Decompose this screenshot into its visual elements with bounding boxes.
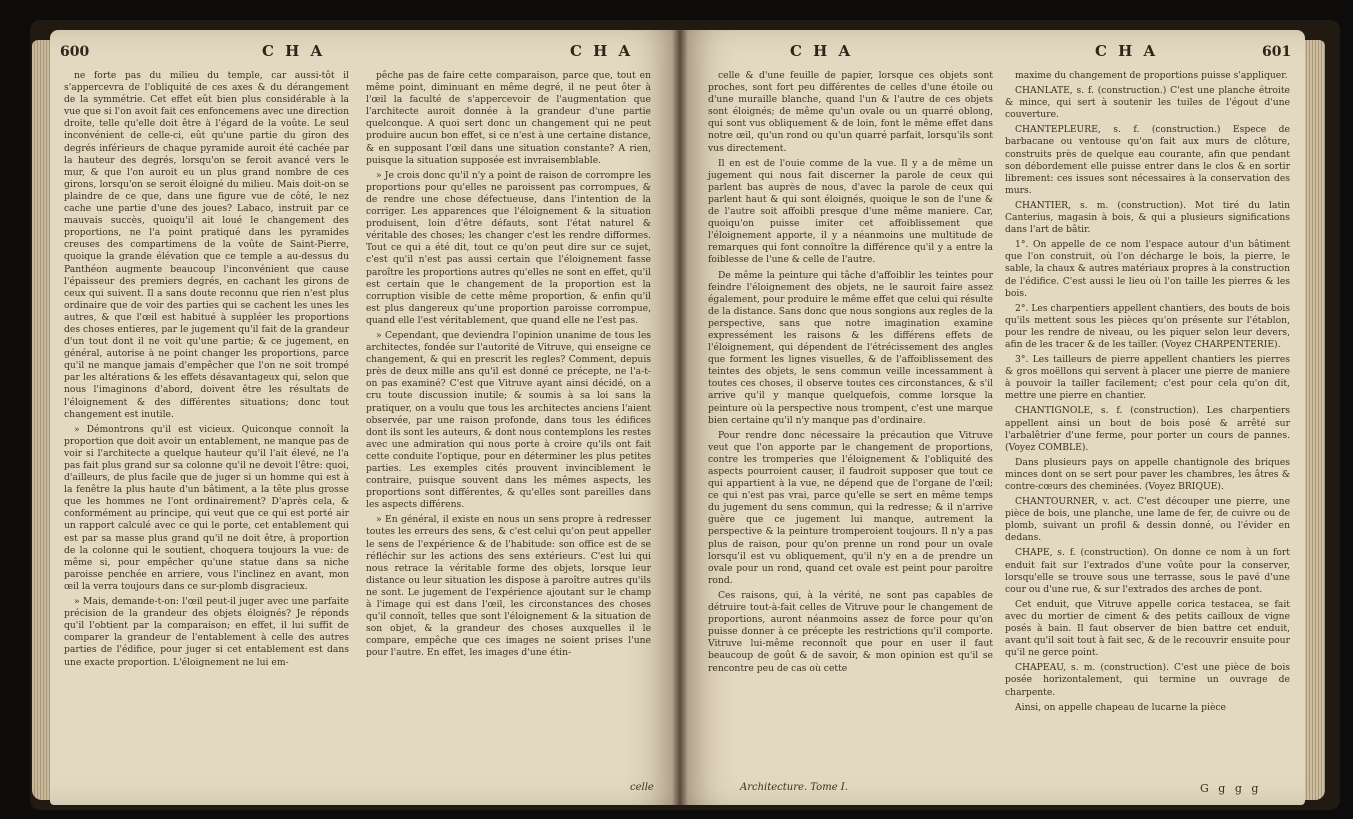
paragraph: celle & d'une feuille de papier, lorsque ces objets sont proches, sont fort peu différentes de celles d'une étoile ou d'une muraille blanche, quand l'un & l'autre de ces objets sont éloignés; de même qu'un ovale ou un quarré oblong, qui sont vus obliquement & de loin, font le même effet dans notre œil, qu'un rond ou qu'un quarré parfait, lorsqu'ils sont vus directement. <box>708 70 993 154</box>
book-gutter <box>672 30 688 805</box>
paragraph: De même la peinture qui tâche d'affoiblir les teintes pour feindre l'éloignement des objets, ne le sauroit faire assez également, pour produire le même effet que celui qui résulte de la distance. Sans donc que nous songions aux regles de la perspective, sans que notre imagination examine expressément les raisons & les différens effets de l'éloignement, qui dépendent de l'étrécissement des angles que forment les lignes visuelles, & de l'affoiblissement des teintes des objets, le sens commun veille incessamment à toutes ces choses, il observe toutes ces circonstances, & s'il arrive qu'il y manque quelquefois, comme lorsque la peinture où la perspective nous trompent, c'est une marque bien certaine qu'il n'y manque pas d'ordinaire. <box>708 269 993 426</box>
paragraph: Ainsi, on appelle chapeau de lucarne la pièce <box>1015 701 1226 713</box>
paragraph: CHANTIER, s. m. (construction). Mot tiré du latin Canterius, magasin à bois, & qui a plusieurs significations dans l'art de bâtir. <box>1005 199 1290 236</box>
paragraph: 3°. Les tailleurs de pierre appellent chantiers les pierres & gros moëllons qui servent à placer une pierre de maniere à pouvoir la tailler facilement; c'est pour cela qu'on dit, mettre une pierre en chantier. <box>1005 354 1290 402</box>
page-number: 601 <box>1262 44 1292 60</box>
paragraph: » Démontrons qu'il est vicieux. Quiconque connoît la proportion que doit avoir un entablement, ne manque pas de voir si l'architecte a quelque hauteur qu'il l'ait élevé, ne l'a pas fait plus grand sur sa colonne qu'il ne devoit l'être: quoi, d'ailleurs, de plus facile que de juger si un homme qui est à la fenêtre la plus haute d'un bâtiment, a la tête plus grosse que les hommes ne l'ont ordinairement? D'après cela, & conformément au principe, qui veut que ce qui est porté air un rapport calculé avec ce qui le porte, cet entablement qui est par sa masse plus grand qu'il ne doit être, à proportion de la colonne qui le soutient, choquera toujours la vue: de même si, pour empêcher qu'une statue dans sa niche paroisse penchée en arriere, vous l'inclinez en avant, mon œil la verra toujours dans ce sur-plomb disgracieux. <box>64 423 349 592</box>
text-column-2 <box>1005 70 1290 717</box>
paragraph: CHAPEAU, s. m. (construction). C'est une pièce de bois posée horizontalement, qui termine un ouvrage de charpente. <box>1005 662 1290 698</box>
paragraph: CHANTIGNOLE, s. f. (construction). Les charpentiers appellent ainsi un bout de bois posé & arrêté sur l'arbalêtrier d'une ferme, pour porter un cours de pannes. (Voyez COMBLE). <box>1005 405 1290 453</box>
page-number: 600 <box>60 44 90 60</box>
paragraph: pêche pas de faire cette comparaison, parce que, tout en même point, diminuant en même degré, il ne peut ôter à l'œil la faculté de s'appercevoir de l'augmentation que l'architecte auroit donnée à la grandeur d'une partie quelconque. A quoi sert donc un changement qui ne peut produire aucun bon effet, si ce n'est à une certaine distance, & en supposant l'œil dans une situation constante? A rien, puisque la situation supposée est invraisemblable. <box>366 70 651 166</box>
footer-title: Architecture. Tome I. <box>740 782 848 793</box>
left-page <box>50 30 680 805</box>
paragraph: Cet enduit, que Vitruve appelle corica testacea, se fait avec du mortier de ciment & des petits cailloux de vigne posés à bain. Il faut observer de bien battre cet enduit, avant qu'il soit tout à fait sec, & de le recouvrir ensuite pour qu'il ne gerce point. <box>1005 598 1290 659</box>
paragraph: CHANLATE, s. f. (construction.) C'est une planche étroite & mince, qui sert à soutenir les tuiles de l'égout d'une couverture. <box>1005 85 1290 121</box>
paragraph: Dans plusieurs pays on appelle chantignole des briques minces dont on se sert pour paver les chambres, les âtres & contre-cœurs des cheminées. (Voyez BRIQUE). <box>1005 456 1290 492</box>
paragraph: Ces raisons, qui, à la vérité, ne sont pas capables de détruire tout-à-fait celles de Vitruve pour le changement de proportions, auront néanmoins assez de force pour qu'on puisse donner à ce précepte les restrictions qu'il comporte. Vitruve lui-même reconnoît que pour en user il faut beaucoup de goût & de savoir, & mon opinion est qu'il se rencontre peu de cas où cette <box>708 589 993 674</box>
paragraph: ne forte pas du milieu du temple, car aussi-tôt il s'appercevra de l'obliquité de ces axes & du dérangement de la symmétrie. Cet effet eût bien plus considérable à la vue que si l'on avoit fait ces enfoncemens avec une direction droite, telle qu'elle doit être à l'égard de la voûte. Le seul inconvénient de celle-ci, eût qu'une partie du giron des degrés inférieurs de chaque pyramide auroit été cachée par la hauteur des degrés, lorsqu'on se feroit avancé vers le mur, & que l'on auroit eu un plus grand nombre de ces girons, lorsqu'on se seroit éloigné du milieu. Mais doit-on se plaindre de ce que, dans une figure vue de côté, le nez cache une partie d'une des joues? Labaco, instruit par ce mauvais succès, quoiqu'il ait loué le changement des proportions, ne l'a point pratiqué dans les pyramides creuses des compartimens de la voûte de Saint-Pierre, quoique la grande élévation que ce temple a au-dessus du Panthéon augmente beaucoup l'inconvénient que cause l'épaisseur des premiers degrés, en cachant les girons de ceux qui suivent. Il a sans doute reconnu que rien n'est plus ordinaire que de voir des parties qui se cachent les unes les autres, & que l'œil est habitué à suppléer les proportions des choses entieres, par le jugement qu'il fait de la grandeur d'un tout dont il ne voit qu'une partie; & ce jugement, en général, autorise à ne point changer les proportions, parce qu'il ne manque jamais d'empêcher que l'on ne soit trompé par les altérations & les effets désavantageux qui, selon que nous l'imaginons d'abord, doivent être les résultats de l'éloignement & des différentes situations; donc tout changement est inutile. <box>64 70 349 420</box>
running-header: C H A <box>790 42 854 60</box>
text-column-1 <box>708 70 993 678</box>
paragraph: 2°. Les charpentiers appellent chantiers, des bouts de bois qu'ils mettent sous les pièces qu'on présente sur l'établon, pour les rendre de niveau, ou les piquer selon leur devers, afin de les tracer & de les tailler. (Voyez CHARPENTERIE). <box>1005 302 1290 350</box>
paragraph: Pour rendre donc nécessaire la précaution que Vitruve veut que l'on apporte par le changement de proportions, contre les tromperies que l'éloignement & l'obliquité des aspects pourroient causer, il faudroit supposer que tout ce qui appartient à la vue, ne dépend que de l'organe de l'œil; ce qui n'est pas vrai, parce qu'elle se sert en même temps du jugement du sens commun, qui la redresse; & il n'arrive guère que ce jugement lui manque, autrement la perspective & la peinture tromperoient toujours. Il n'y a pas plus de raison, pour qu'on prenne un rond pour un ovale lorsqu'il est vu obliquement, qu'il n'y en a de prendre un ovale pour un rond, quand cet ovale est peint pour paroître rond. <box>708 429 993 586</box>
catchword: celle <box>630 782 654 793</box>
text-column-2 <box>366 70 651 663</box>
paragraph: » Cependant, que deviendra l'opinion unanime de tous les architectes, fondée sur l'autorité de Vitruve, qui enseigne ce changement, & qui en prescrit les regles? Comment, depuis près de deux mille ans qu'il est donné ce précepte, ne l'a-t-on pas examiné? C'est que Vitruve ayant ainsi décidé, on a cru toute discussion inutile; & soumis à sa loi sans la pratiquer, on a voulu que tous les architectes anciens l'aient observée, par une raison profonde, dans tous les édifices dont ils sont les auteurs, & dont nous contemplons les restes avec une admiration qui nous porte à croire qu'ils ont fait cette conduite l'optique, pour en déterminer les plus petites parties. Les exemples cités prouvent invinciblement le contraire, puisque souvent dans les mêmes aspects, les proportions sont différentes, & qu'elles sont pareilles dans les aspects différens. <box>366 329 651 511</box>
page-edges-right <box>1303 40 1325 800</box>
page-edges-left <box>32 40 52 800</box>
signature-mark: G g g g <box>1200 782 1262 795</box>
paragraph: CHAPE, s. f. (construction). On donne ce nom à un fort enduit fait sur l'extrados d'une voûte pour la conserver, lorsqu'elle se trouve sous une terrasse, sous le pavé d'une cour ou d'une rue, & sur l'extrados des arches de pont. <box>1005 547 1290 595</box>
paragraph: » Je crois donc qu'il n'y a point de raison de corrompre les proportions pour qu'elles ne paroissent pas corrompues, & de rendre une chose défectueuse, dans l'intention de la corriger. Les apparences que l'éloignement & la situation produisent, loin d'être défauts, sont l'état naturel & véritable des choses; les changer c'est les rendre difformes. Tout ce qui a été dit, tout ce qu'on peut dire sur ce sujet, c'est qu'il n'est pas aussi certain que l'éloignement fasse paroître les proportions autres qu'elles ne sont en effet, qu'il est certain que le changement de la proportion est la corruption visible de cette même proportion, & enfin qu'il est plus dangereux qu'une proportion paroisse corrompue, quand elle l'est véritablement, que quand elle ne l'est pas. <box>366 169 651 326</box>
paragraph: maxime du changement de proportions puisse s'appliquer. <box>1015 70 1288 81</box>
paragraph: » Mais, demande-t-on: l'œil peut-il juger avec une parfaite précision de la grandeur des objets éloignés? Je réponds qu'il l'obtient par la comparaison; en effet, il lui suffit de comparer la grandeur de l'entablement à celle des autres parties de l'édifice, pour juger si cet entablement est dans une exacte proportion. L'éloignement ne lui em- <box>64 596 349 668</box>
running-header: C H A <box>262 42 326 60</box>
running-header: C H A <box>570 42 634 60</box>
right-page <box>680 30 1305 805</box>
paragraph: CHANTEPLEURE, s. f. (construction.) Espece de barbacane ou ventouse qu'on fait aux murs de clôture, construits près de quelque eau courante, afin que pendant son débordement elle puisse entrer dans le clos & en sortir librement: ces issues sont nécessaires à la conservation des murs. <box>1005 124 1290 196</box>
paragraph: Il en est de l'ouie comme de la vue. Il y a de même un jugement qui nous fait discerner la parole de ceux qui parlent bas auprès de nous, d'avec la parole de ceux qui parlent haut & qui sont éloignés, quoique le son de l'une & de l'autre soit affoibli presque d'une même maniere. Car, quoiqu'on puisse imiter cet affoiblissement que l'éloignement apporte, il y a néanmoins une multitude de remarques qui font connoître la différence qu'il y a entre la foiblesse de l'une & celle de l'autre. <box>708 157 993 266</box>
running-header: C H A <box>1095 42 1159 60</box>
paragraph: 1°. On appelle de ce nom l'espace autour d'un bâtiment que l'on construit, où l'on décharge le bois, la pierre, le sable, la chaux & autres matériaux propres à la construction de l'édifice. C'est aussi le lieu où l'on taille les pierres & les bois. <box>1005 239 1290 299</box>
text-column-1 <box>64 70 349 672</box>
paragraph: CHANTOURNER, v. act. C'est découper une pierre, une pièce de bois, une planche, une lame de fer, de cuivre ou de plomb, suivant un profil & dessin donné, ou l'évider en dedans. <box>1005 496 1290 544</box>
paragraph: » En général, il existe en nous un sens propre à redresser toutes les erreurs des sens, & c'est celui qu'on peut appeller le sens de l'expérience & de l'habitude: son office est de se réfléchir sur les actions des sens extérieurs. C'est lui qui nous retrace la véritable forme des objets, lorsque leur distance ou leur situation les dispose à paroître autres qu'ils ne sont. Le jugement de l'expérience ajoutant sur le champ à l'image qui est dans l'œil, les circonstances des choses qu'il connoît, telles que sont l'éloignement & la situation de son objet, & la grandeur des choses auxquelles il le compare, empêche que ces images ne soient prises l'une pour l'autre. En effet, les images d'une étin- <box>366 514 651 659</box>
